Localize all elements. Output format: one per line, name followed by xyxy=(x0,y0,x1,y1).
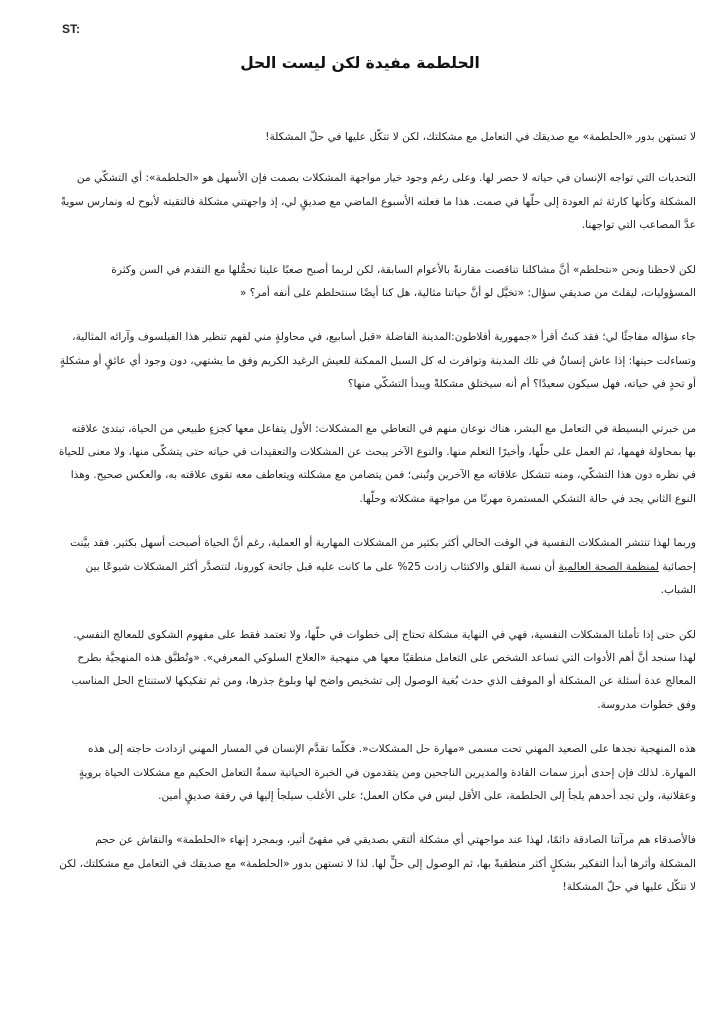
paragraph-1: التحديات التي تواجه الإنسان في حياته لا حصر لها. وعلى رغم وجود خيار مواجهة المشكلات بصمت فإن الأسهل هو «الحلطمة»: أي التشكّي من المشكلة وكأنها كارثة ثم العودة إلى حلّها في صمت. هذا ما فعلته الأسبوع الماضي مع صديقٍ لي، إذ واجهتني مشكلة فالتقيته لأبوح له ونمارس سويةً عدَّ المصاعب التي تواجهنا. xyxy=(60,172,696,232)
paragraph-4: من خبرتي البسيطة في التعامل مع البشر، هناك نوعان منهم في التعاطي مع المشكلات: الأول يتفاعل معها كجزءٍ طبيعي من الحياة، تبتدئ علاقته بها بمحاولة فهمها، ثم العمل على حلّها، وأخيرًا التعلم منها. والنوع الآخر يبحث عن المشكلات والتعقيدات في حياته حتى يتشكّى منها، ولا معنى للحياة في نظره دون هذا التشكّي، ومنه تتشكل علاقاته مع الآخرين وتُبنى؛ فمن يتضامن مع مشكلته ويتعاطف معه تقوى علاقته به، والعكس صحيح. وهذا النوع الثاني يجد في حالة التشكي المستمرة مهربًا من مواجهة مشكلاته وحلّها. xyxy=(58,422,696,505)
article-body xyxy=(58,126,696,921)
paragraph-6: لكن حتى إذا تأملنا المشكلات النفسية، فهي في النهاية مشكلة تحتاج إلى خطوات في حلّها، ولا تعتمد فقط على مفهوم الشكوى للمعالج النفسي. لهذا سنجد أنَّ أهم الأدوات التي تساعد الشخص على التعامل منطقيًا معها هي منهجية «العلاج السلوكي المعرفي». «وتُطبَّق هذه المنهجيَّة بطرح المعالج عدة أسئلة عن المشكلة أو الموقف الذي حدث بُغية الوصول إلى تشخيص واضح لها وبلوغ جذرها، ومن ثم تفكيكها لاستنتاج الحل المناسب وفق خطوات مدروسة. xyxy=(71,628,696,711)
paragraph-2: لكن لاحظنا ونحن «نتحلطم» أنَّ مشاكلنا تناقصت مقارنةً بالأعوام السابقة، لكن لربما أصبح صعبًا علينا تحمُّلها مع التقدم في السن وكثرة المسؤوليات، ليفلتَ من صديقي سؤال: «تخيَّل لو أنَّ حياتنا مثالية، هل كنا أيضًا سنتحلطم على أنفه أمر؟ « xyxy=(111,263,696,300)
paragraph-3: جاء سؤاله مفاجئًا لي؛ فقد كنتُ أقرأ «جمهورية أفلاطون:المدينة الفاضلة «قبل أسابيع، في محاولةٍ مني لفهم تنظير هذا الفيلسوف وآرائه المثالية، وتساءلت حينها: إذا عاش إنسانٌ في تلك المدينة وتوافرت له كل السبل الممكنة للعيش الرغيد الكريم وفق ما يشتهي، دون وجود أي عائقٍ أو مشكلةٍ أو تحدٍ في حياته، فهل سيكون سعيدًا؟ أم أنه سيختلق مشكلةً ويبدأ التشكّي منها؟ xyxy=(59,331,696,391)
article-title: الحلطمة مفيدة لكن ليست الحل xyxy=(240,54,480,72)
lead-paragraph: لا تستهن بدور «الحلطمة» مع صديقك في التعامل مع مشكلتك، لكن لا تتكّل عليها في حلّ المشكلة! xyxy=(265,131,696,143)
section-tag: ST: xyxy=(62,22,80,36)
paragraph-7: هذه المنهجية نجدها على الصعيد المهني تحت مسمى «مهارة حل المشكلات«. فكلّما تقدَّم الإنسان في المسار المهني ازدادت حاجته إلى هذه المهارة. لذلك فإن إحدى أبرز سمات القادة والمديرين الناجحين ومن يتقدمون في الخبرة الحياتية سمةُ التعامل الحكيم مع مشكلات الحياة برويةٍ وعقلانية، ولن تجد أحدهم يلجأ إلى الحلطمة، على الأقل ليس في مكان العمل؛ على الأغلب سيلجأ إليها في رفقة صديقٍ أمين. xyxy=(78,743,696,802)
paragraph-5-text-end: أن نسبة القلق والاكتئاب زادت 25% على ما كانت عليه قبل جائحة كورونا، لتتصدَّر أكثر المشكلات شيوعًا بين الشباب. xyxy=(85,560,696,597)
paragraph-5 xyxy=(58,532,696,602)
paragraph-8: فالأصدقاء هم مرآتنا الصادقة دائمًا، لهذا عند مواجهتي أي مشكلة ألتقي بصديقي في مقهىً أثير، وبمجرد إنهاء «الحلطمة» والنقاش عن حجم المشكلة وأثرها أبدأ التفكير بشكلٍ أكثر منطقيةً بها، ثم الوصول إلى حلٍّ لها. لذا لا تستهن بدور «الحلطمة» مع صديقك في التعامل مع مشكلتك، لكن لا تتكّل عليها في حلّ المشكلة! xyxy=(59,834,696,894)
paragraph-5-text-start: وربما لهذا تنتشر المشكلات النفسية في الوقت الحالي أكثر بكثير من المشكلات المهارية أو العملية، رغم أنَّ الحياة أصبحت أسهل بكثير. فقد بيَّنت إحصائية xyxy=(70,537,696,573)
who-link[interactable]: لمنظمة الصحة العالمية xyxy=(558,560,659,573)
